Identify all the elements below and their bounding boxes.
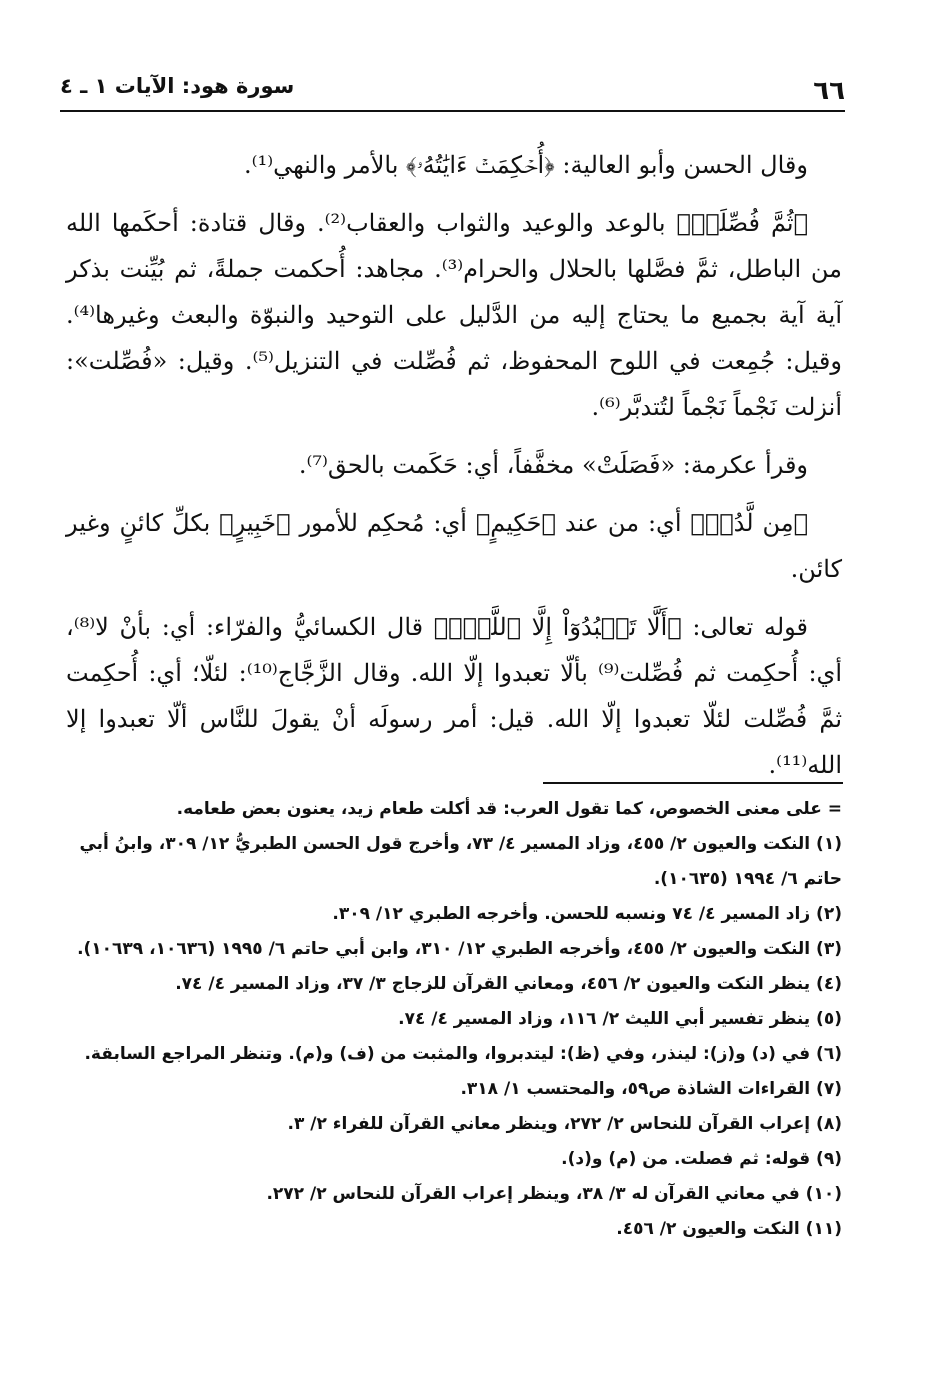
- page-number: ٦٦: [813, 76, 845, 106]
- footnote: = على معنى الخصوص، كما تقول العرب: قد أكلت طعام زيد، يعنون بعض طعامه.: [176, 799, 842, 819]
- footnote: (٧) القراءات الشاذة ص٥٩، والمحتسب ١/ ٣١٨.: [460, 1079, 842, 1099]
- footnote: (٥) ينظر تفسير أبي الليث ٢/ ١١٦، وزاد المسير ٤/ ٧٤.: [398, 1009, 842, 1029]
- footnote: (٤) ينظر النكت والعيون ٢/ ٤٥٦، ومعاني القرآن للزجاج ٣/ ٣٧، وزاد المسير ٤/ ٧٤.: [175, 974, 842, 994]
- paragraph: ﴿ثُمَّ فُصِّلَتۡ﴾ بالوعد والوعيد والثواب والعقاب⁽²⁾. وقال قتادة: أحكَمها الله من الباطل، ثمَّ فصَّلها بالحلال والحرام⁽³⁾. مجاهد: أُحكمت جملةً، ثم بُيِّنت بذكر آية آية بجميع ما يحتاج إليه من الدَّليل على التوحيد والنبوّة والبعث وغيرها⁽⁴⁾. وقيل: جُمِعت في اللوح المحفوظ، ثم فُصِّلت في التنزيل⁽⁵⁾. وقيل: «فُصِّلت»: أنزلت نَجْماً نَجْماً لتُتدبَّر⁽⁶⁾.: [66, 209, 842, 421]
- paragraph: وقال الحسن وأبو العالية: ﴿أُحۡكِمَتۡ ءَايَٰتُهُۥ﴾ بالأمر والنهي⁽¹⁾.: [244, 151, 808, 179]
- footnote: (١٠) في معاني القرآن له ٣/ ٣٨، وينظر إعراب القرآن للنحاس ٢/ ٢٧٢.: [266, 1184, 842, 1204]
- footnote: (٢) زاد المسير ٤/ ٧٤ ونسبه للحسن. وأخرجه الطبري ١٢/ ٣٠٩.: [332, 904, 842, 924]
- paragraph: وقرأ عكرمة: «فَصَلَتْ» مخفَّفاً، أي: حَكَمت بالحق⁽⁷⁾.: [298, 451, 808, 479]
- paragraph: قوله تعالى: ﴿أَلَّا تَعۡبُدُوٓاْ إِلَّا ٱللَّهَۚ﴾ قال الكسائيُّ والفرّاء: أي: بأنْ لا⁽⁸⁾، أي: أُحكِمت ثم فُصِّلت⁽⁹⁾ بألّا تعبدوا إلّا الله. وقال الزَّجَّاج⁽¹⁰⁾: لئلّا؛ أي: أُحكِمت ثمَّ فُصِّلت لئلّا تعبدوا إلّا الله. قيل: أمر رسولَه أنْ يقولَ للنَّاس ألّا تعبدوا إلا الله⁽¹¹⁾.: [66, 613, 843, 779]
- footnote: (٦) في (د) و(ز): لينذر، وفي (ظ): ليتدبروا، والمثبت من (ف) و(م). وتنظر المراجع السابقة.: [84, 1044, 842, 1064]
- page-header: [60, 72, 845, 106]
- footnote-divider: [543, 782, 843, 784]
- main-text: [66, 142, 842, 800]
- paragraph: ﴿مِن لَّدُنۡ﴾ أي: من عند ﴿حَكِيمٍ﴾ أي: مُحكِم للأمور ﴿خَبِيرٍ﴾ بكلِّ كائنٍ وغير كائن.: [66, 509, 842, 583]
- footnotes: [66, 792, 842, 1247]
- footnote: (١١) النكت والعيون ٢/ ٤٥٦.: [616, 1219, 842, 1239]
- footnote: (٨) إعراب القرآن للنحاس ٢/ ٢٧٢، وينظر معاني القرآن للفراء ٢/ ٣.: [287, 1114, 842, 1134]
- running-head: سورة هود: الآيات ١ ـ ٤: [60, 74, 295, 98]
- header-divider: [60, 110, 845, 112]
- footnote: (١) النكت والعيون ٢/ ٤٥٥، وزاد المسير ٤/ ٧٣، وأخرج قول الحسن الطبريُّ ١٢/ ٣٠٩، وابنُ أبي حاتم ٦/ ١٩٩٤ (١٠٦٣٥).: [79, 834, 842, 889]
- footnote: (٣) النكت والعيون ٢/ ٤٥٥، وأخرجه الطبري ١٢/ ٣١٠، وابن أبي حاتم ٦/ ١٩٩٥ (١٠٦٣٦، ١٠٦٣٩).: [77, 939, 842, 959]
- footnote: (٩) قوله: ثم فصلت. من (م) و(د).: [561, 1149, 842, 1169]
